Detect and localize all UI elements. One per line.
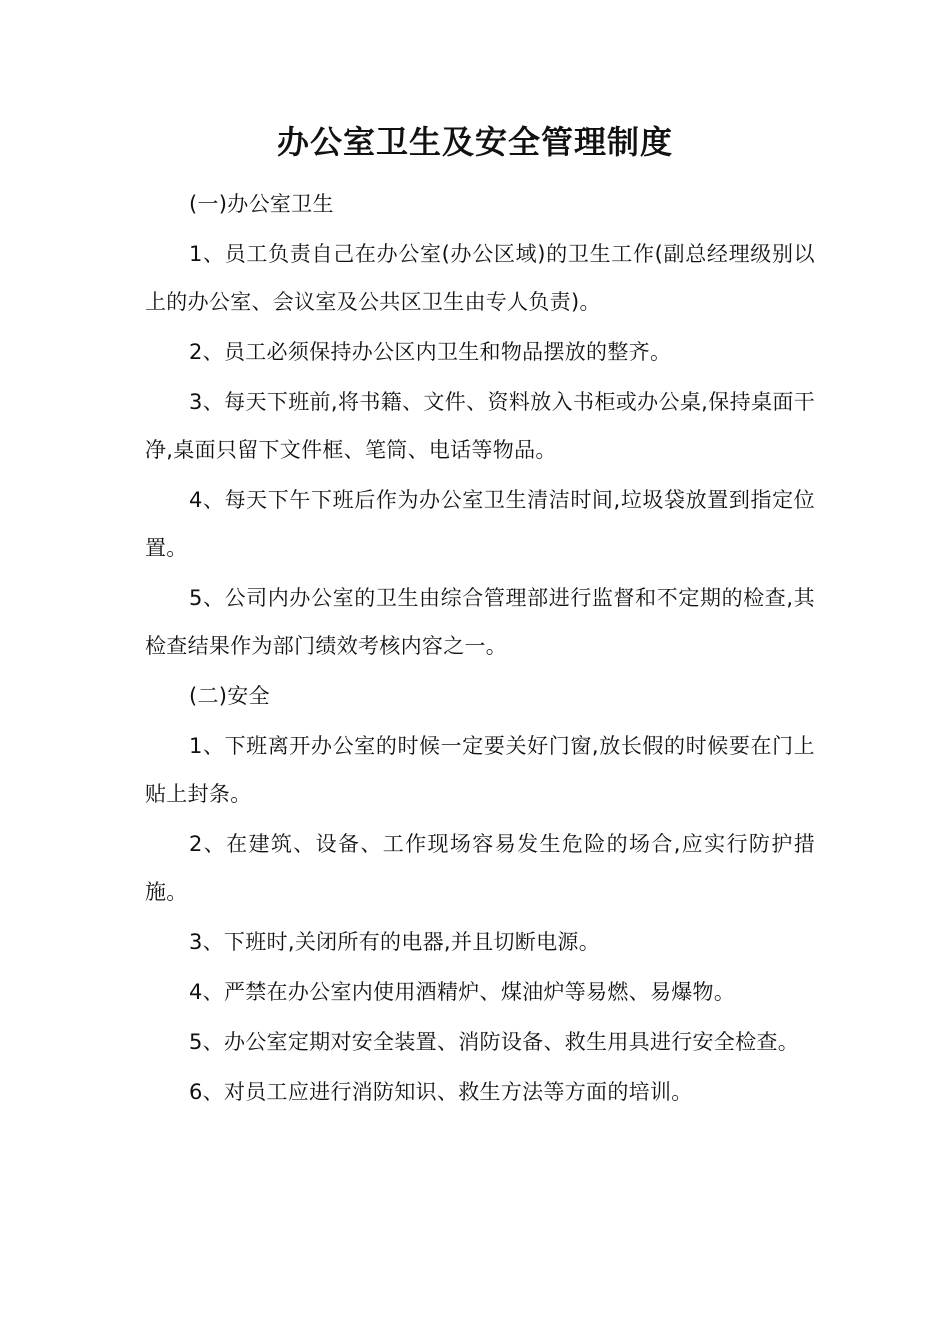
paragraph: 4、每天下午下班后作为办公室卫生清洁时间,垃圾袋放置到指定位置。 (145, 488, 815, 560)
paragraph: 2、员工必须保持办公区内卫生和物品摆放的整齐。 (189, 340, 672, 364)
section-heading-safety: (二)安全 (189, 684, 270, 708)
paragraph: 1、员工负责自己在办公室(办公区域)的卫生工作(副总经理级别以上的办公室、会议室及公共区卫生由专人负责)。 (145, 242, 815, 314)
paragraph: 6、对员工应进行消防知识、救生方法等方面的培训。 (189, 1080, 693, 1104)
paragraph: 3、每天下班前,将书籍、文件、资料放入书柜或办公桌,保持桌面干净,桌面只留下文件框、笔筒、电话等物品。 (145, 390, 815, 462)
section-heading-hygiene: (一)办公室卫生 (189, 192, 334, 216)
document-title: 办公室卫生及安全管理制度 (276, 123, 673, 161)
paragraph: 4、严禁在办公室内使用酒精炉、煤油炉等易燃、易爆物。 (189, 980, 736, 1004)
paragraph: 5、办公室定期对安全装置、消防设备、救生用具进行安全检查。 (189, 1030, 800, 1054)
paragraph: 1、下班离开办公室的时候一定要关好门窗,放长假的时候要在门上贴上封条。 (145, 734, 815, 806)
document-body (145, 180, 815, 1116)
paragraph: 2、在建筑、设备、工作现场容易发生危险的场合,应实行防护措施。 (145, 832, 815, 904)
paragraph: 3、下班时,关闭所有的电器,并且切断电源。 (189, 930, 601, 954)
paragraph: 5、公司内办公室的卫生由综合管理部进行监督和不定期的检查,其检查结果作为部门绩效考核内容之一。 (145, 586, 815, 658)
